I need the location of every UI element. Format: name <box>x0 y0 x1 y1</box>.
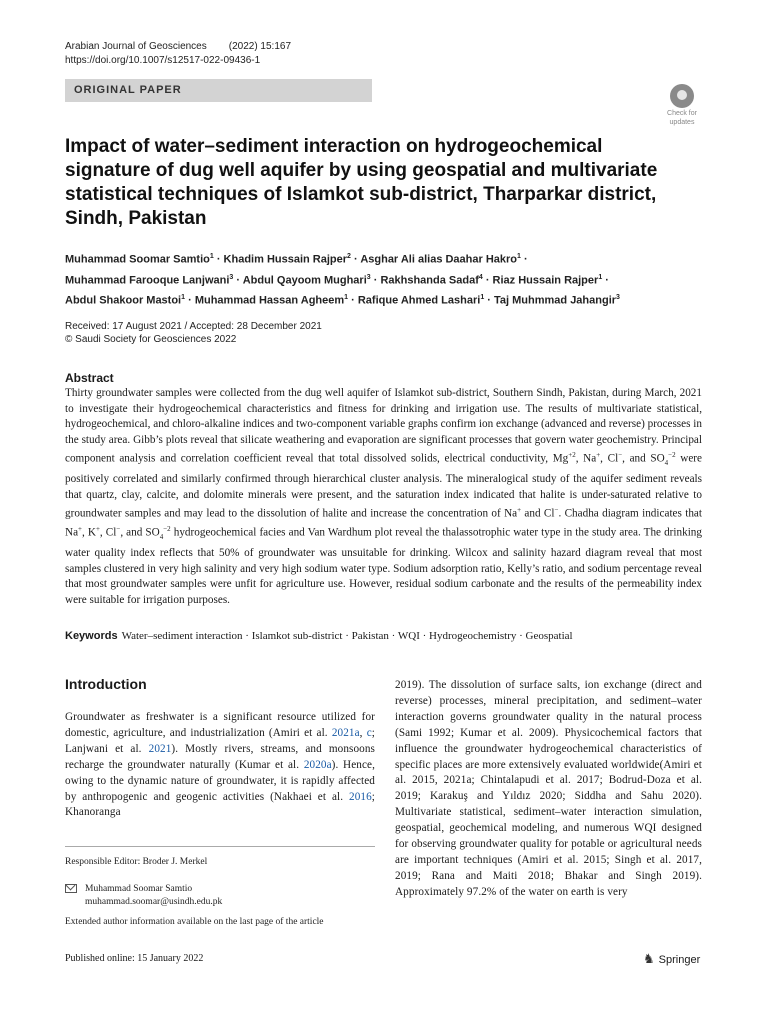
author[interactable]: Khadim Hussain Rajper <box>223 253 348 266</box>
author-list: Muhammad Soomar Samtio$^1$ · Khadim Hussain Rajper$^2$ · Asghar Ali alias Daahar Hakro$^1$ · Muhammad Farooque Lanjwani$^3$ · Abdul Qayoom Mughari$^3$ · Rakhshanda Sadaf$^4$ · Riaz Hussain Rajper$^1$ · Abdul Shakoor Mastoi$^1$ · Muhammad Hassan Agheem$^1$ · Rafique Ahmed Lashari$^1$ · Taj Muhmmad Jahangir$^3$ <box>65 253 620 307</box>
author[interactable]: Muhammad Hassan Agheem <box>194 294 345 307</box>
journal-header <box>65 40 291 68</box>
citation-link[interactable]: 2021a <box>331 726 360 739</box>
corresponding-author <box>65 883 222 909</box>
check-updates-line2: updates <box>669 119 695 126</box>
intro-left-column: Groundwater as freshwater is a significant resource utilized for domestic, agriculture, and industrialization (Amiri et al. 2021a, c; Lanjwani et al. 2021). Mostly rivers, streams, and monsoons recharge the groundwater naturally (Kumar et al. 2020a). Hence, owing to the dynamic nature of groundwater, it is rapidly affected by anthropogenic and geogenic activities (Nakhaei et al. 2016; Khanoranga <box>65 711 376 819</box>
extended-info: Extended author information available on the last page of the article <box>65 917 324 927</box>
introduction-heading: Introduction <box>65 676 147 692</box>
journal-name: Arabian Journal of Geosciences <box>65 41 207 52</box>
envelope-icon <box>65 884 77 893</box>
article-type-banner: ORIGINAL PAPER <box>65 79 372 102</box>
publisher-logo <box>643 951 700 967</box>
abstract-text: Thirty groundwater samples were collected from the dug well aquifer of Islamkot sub-district, Southern Sindh, Pakistan, during March, 2021 to investigate their hydrogeochemical characteristics and fitness for drinking and irrigation use. The results of multivariate statistical, hydrogeochemical, and chloro-alkaline indices and two-component variable graphs confirm ion exchange (advanced and reverse) processes in the study area. Gibb’s plots reveal that silicate weathering and evaporation are significant processes that govern water geochemistry. Principal component analysis and correlation coefficient reveal that total dissolved solids, electrical conductivity, $Mg^{+2}$, Na+, Cl−, and $SO_4^{-2}$ were positively correlated and similarly confirmed through hierarchical cluster analysis. The mineralogical study of the aquifer sediment reveals that quartz, clay, calcite, and dolomite minerals were present, and the saturation index indicated that halite is under-saturated relative to groundwater samples and may lead to the dissolution of halite and increase the concentration of Na+ and Cl−. Chadha diagram indicates that Na+, K+, Cl−, and $SO_4^{-2}$ hydrogeochemical facies and Van Wardhum plot reveal the thalassotrophic water type in the study area. The drinking water quality index reflects that 50% of groundwater was unsuitable for drinking. Wilcox and salinity hazard diagram reveal that most samples clustered in very high salinity and very high sodium water type. Sodium adsorption ratio, Kelly’s ratio, and sodium percentage reveal that most groundwater samples were unfit for agriculture use. However, residual sodium carbonate and the results of the permeability index were suitable for irrigation purposes. <box>65 387 702 606</box>
responsible-editor: Responsible Editor: Broder J. Merkel <box>65 857 208 867</box>
author[interactable]: Abdul Shakoor Mastoi <box>65 294 182 307</box>
abstract-heading: Abstract <box>65 371 114 385</box>
article-dates <box>65 320 322 346</box>
keywords-label: Keywords <box>65 630 118 642</box>
intro-right-column: 2019). The dissolution of surface salts, ion exchange (direct and reverse) processes, mineral precipitation, and sediment–water interaction governs groundwater quality in the natural process (Sami 1992; Kumar et al. 2009). Physicochemical factors that influence the groundwater hydrogeochemical characteristics of specific places are more extensively evaluated worldwide(Amiri et al. 2015, 2021a; Chintalapudi et al. 2017; Bodrud-Doza et al. 2019; Karakuş and Yıldız 2020; Siddha and Sahu 2020). Multivariate statistical, sediment–water interaction simulation, geospatial, geochemical modeling, and numerous WQI designed for observing groundwater quality for potable or agricultural needs are important techniques (Amiri et al. 2015; Singh et al. 2017, 2019; Rana and Maiti 2018; Bhakar and Singh 2019). Approximately 97.2% of the water on earth is very <box>395 679 702 898</box>
author[interactable]: Riaz Hussain Rajper <box>492 274 599 287</box>
check-updates-line1: Check for <box>667 110 697 117</box>
author[interactable]: Taj Muhmmad Jahangir <box>494 294 617 307</box>
author[interactable]: Rakhshanda Sadaf <box>380 274 479 287</box>
check-updates-icon <box>670 84 694 108</box>
citation-link[interactable]: 2021 <box>148 742 172 755</box>
contact-email[interactable]: muhammad.soomar@usindh.edu.pk <box>85 897 223 907</box>
citation-link[interactable]: c <box>366 726 372 739</box>
copyright: © Saudi Society for Geosciences 2022 <box>65 334 237 345</box>
footnote-divider <box>65 846 375 847</box>
paper-title: Impact of water–sediment interaction on hydrogeochemical signature of dug well aquifer by using geospatial and multivariate statistical techniques of Islamkot sub-district, Tharparkar district, Sindh, Pakistan <box>65 136 658 229</box>
author[interactable]: Muhammad Soomar Samtio <box>65 253 210 266</box>
check-for-updates-badge[interactable] <box>662 84 702 124</box>
published-online: Published online: 15 January 2022 <box>65 953 204 964</box>
keywords-text: Water–sediment interaction · Islamkot sub-district · Pakistan · WQI · Hydrogeochemistry · Geospatial <box>121 630 573 642</box>
author[interactable]: Asghar Ali alias Daahar Hakro <box>360 253 518 266</box>
doi-link[interactable]: https://doi.org/10.1007/s12517-022-09436-1 <box>65 55 261 66</box>
springer-horse-icon: ♞ <box>643 951 655 966</box>
citation-link[interactable]: 2020a <box>303 758 332 771</box>
keywords <box>65 629 705 643</box>
author[interactable]: Abdul Qayoom Mughari <box>242 274 367 287</box>
author[interactable]: Rafique Ahmed Lashari <box>357 294 481 307</box>
journal-volume: (2022) 15:167 <box>228 41 292 52</box>
author[interactable]: Muhammad Farooque Lanjwani <box>65 274 230 287</box>
publisher-name: Springer <box>658 954 701 966</box>
citation-link[interactable]: 2016 <box>349 790 372 803</box>
received-accepted: Received: 17 August 2021 / Accepted: 28 December 2021 <box>65 321 322 332</box>
contact-name: Muhammad Soomar Samtio <box>85 884 193 894</box>
